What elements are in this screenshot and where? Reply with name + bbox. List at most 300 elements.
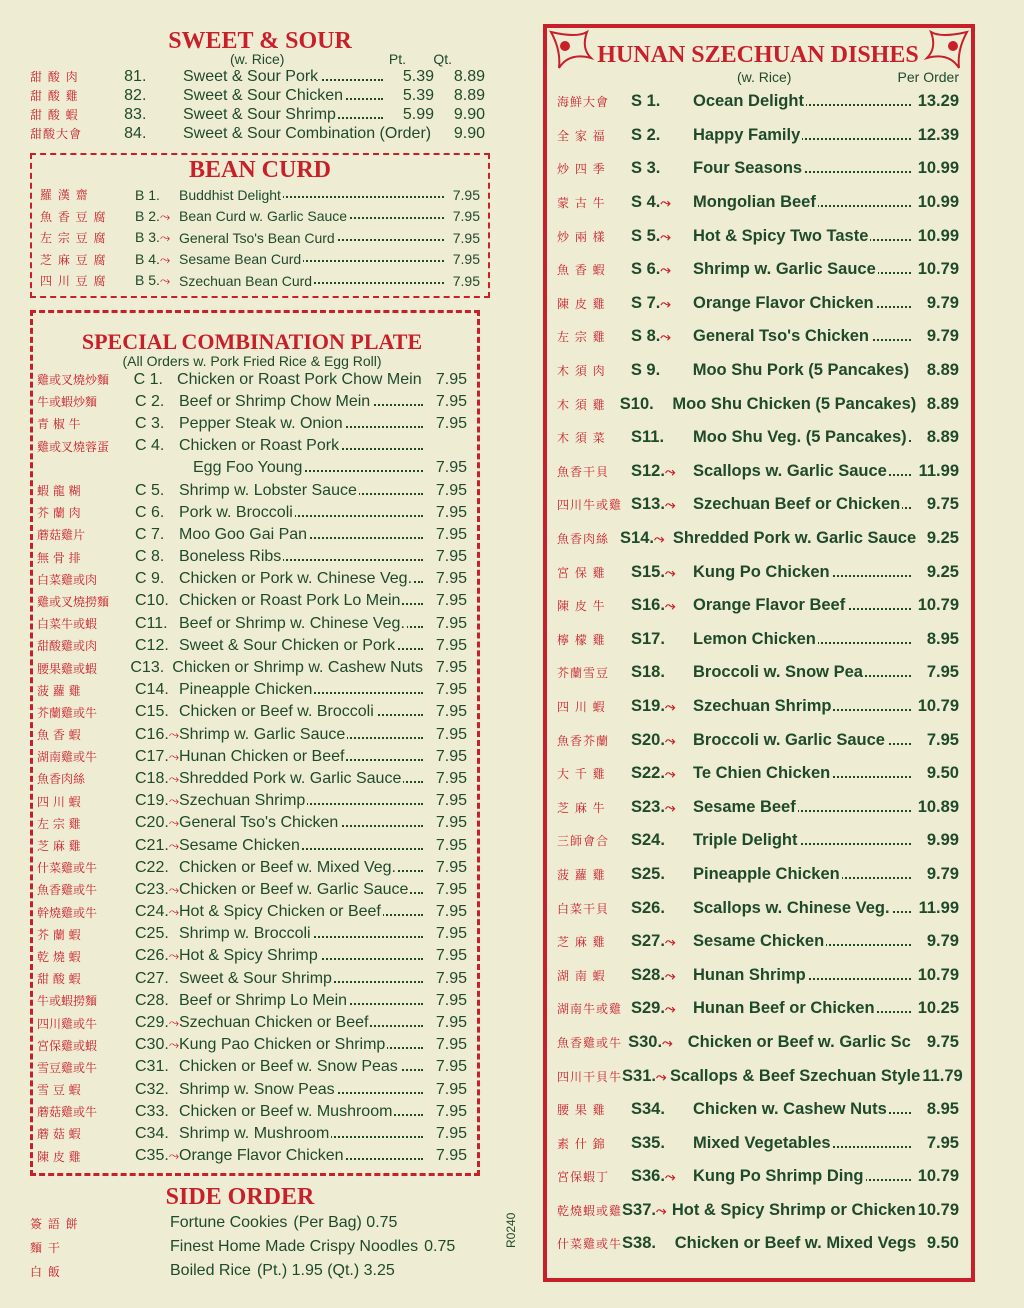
item-name (179, 437, 423, 455)
chili-pepper-icon: ⤳ (660, 295, 671, 311)
item-code (135, 272, 179, 289)
item-price: 10.99 (917, 159, 959, 178)
item-code (631, 227, 693, 246)
menu-item (37, 923, 467, 945)
item-price: 7.95 (435, 459, 467, 477)
item-code-text: C26. (135, 947, 169, 965)
item-code (135, 437, 179, 455)
item-name-text: Moo Shu Chicken (5 Pancakes) (672, 394, 917, 413)
item-name-text: Happy Family (693, 125, 801, 144)
menu-item (557, 925, 959, 959)
item-name (693, 126, 911, 145)
item-name-text: Pineapple Chicken (693, 864, 840, 883)
menu-item (557, 589, 959, 623)
menu-item (37, 502, 467, 524)
chinese-name: 幹燒雞或牛 (37, 905, 98, 920)
item-code (631, 764, 693, 783)
item-name-text: General Tso's Chicken (179, 814, 339, 832)
chili-pepper-icon: ⤳ (660, 195, 671, 211)
chinese-name: 海鮮大會 (557, 95, 610, 110)
menu-item (557, 488, 959, 522)
item-price: 11.79 (922, 1066, 963, 1085)
item-code-text: S27. (631, 932, 665, 951)
item-name (179, 726, 423, 744)
chinese-name: 芥 蘭 肉 (37, 506, 81, 521)
menu-item (557, 387, 959, 421)
item-name (693, 159, 911, 178)
item-price: 9.50 (926, 1234, 959, 1253)
chili-pepper-icon: ⤳ (159, 208, 171, 224)
item-code-text: S26. (631, 898, 665, 917)
item-code-text: C20. (135, 814, 169, 832)
item-price: 11.99 (918, 461, 959, 480)
item-price: 12.39 (917, 125, 959, 144)
item-code (124, 125, 183, 143)
item-code (631, 495, 693, 514)
menu-item (557, 253, 959, 287)
item-code-text: C29. (135, 1014, 169, 1032)
item-code (631, 1167, 693, 1186)
side-order-section (30, 1184, 485, 1283)
item-code-text: C 7. (135, 525, 165, 543)
menu-item (37, 391, 467, 413)
item-price: 10.79 (917, 1200, 959, 1219)
hunan-list (557, 85, 963, 1261)
item-price: 13.29 (917, 92, 959, 111)
item-name-text: Shrimp w. Snow Peas (179, 1080, 335, 1098)
menu-item (557, 455, 959, 489)
menu-item (557, 1160, 959, 1194)
item-code-text: C14. (135, 681, 169, 699)
item-code-text: S 2. (631, 125, 661, 144)
item-price: 9.79 (926, 864, 959, 883)
item-code (631, 193, 693, 212)
chili-pepper-icon: ⤳ (168, 793, 180, 809)
item-code (631, 159, 693, 178)
item-name (179, 415, 423, 433)
item-name (183, 87, 383, 105)
chili-pepper-icon: ⤳ (664, 463, 676, 479)
item-code (135, 637, 179, 655)
item-name-text: Moo Shu Pork (5 Pancakes) (692, 361, 910, 380)
chinese-name: 雪 豆 蝦 (37, 1083, 81, 1098)
item-code-text: C30. (135, 1036, 169, 1054)
item-price: 7.95 (926, 1133, 959, 1152)
item-code-text: C32. (135, 1080, 169, 1098)
menu-item (557, 858, 959, 892)
item-name-text: Sweet & Sour Chicken (183, 86, 344, 104)
item-code (631, 462, 693, 481)
item-code-text: S 4. (631, 193, 661, 212)
chili-pepper-icon: ⤳ (655, 1202, 667, 1218)
item-code (631, 361, 693, 380)
item-name (693, 596, 911, 615)
item-price: 7.95 (452, 251, 480, 268)
item-name-text: Pineapple Chicken (179, 681, 313, 699)
chinese-name: 魚 香 蝦 (37, 728, 81, 743)
chinese-name: 素 什 錦 (557, 1136, 606, 1151)
item-price: 7.95 (435, 880, 467, 898)
item-price: 8.89 (926, 361, 959, 380)
item-name-text: Hot & Spicy Two Taste (693, 226, 869, 245)
item-name-text: Szechuan Chicken or Beef (179, 1014, 369, 1032)
item-name-text: Shrimp w. Garlic Sauce (179, 725, 346, 743)
menu-item (557, 119, 959, 153)
item-code-text: C33. (135, 1102, 169, 1120)
item-code (620, 529, 673, 548)
menu-item (557, 824, 959, 858)
menu-item (557, 656, 959, 690)
item-name (693, 697, 911, 716)
chili-pepper-icon: ⤳ (168, 1037, 180, 1053)
item-code (134, 371, 177, 389)
bean-curd-list (40, 184, 480, 292)
section-subtitle: (All Orders w. Pork Fried Rice & Egg Roll) (122, 352, 382, 369)
menu-item (557, 1093, 959, 1127)
menu-item (557, 186, 959, 220)
chinese-name: 甜 酸 肉 (30, 70, 79, 84)
item-price: 7.95 (435, 769, 467, 787)
item-name-text: Sweet & Sour Chicken or Pork (179, 636, 396, 654)
item-name (179, 992, 423, 1010)
chinese-name: 羅 漢 齋 (40, 188, 89, 203)
pint-price: 5.39 (402, 67, 434, 85)
item-code-text: S30. (628, 1032, 663, 1051)
chinese-name: 四 川 蝦 (37, 794, 81, 809)
item-name (693, 966, 911, 985)
chinese-name: 魚香芥蘭 (557, 733, 610, 748)
chinese-name: 麵 干 (30, 1240, 61, 1255)
item-code (631, 899, 693, 918)
pt-column-header: Pt. (388, 51, 406, 67)
item-code (135, 837, 179, 855)
item-code-text: S16. (631, 596, 665, 615)
item-name (670, 1067, 922, 1086)
item-code (631, 260, 693, 279)
item-name (179, 187, 444, 203)
menu-item (40, 206, 480, 228)
menu-item (37, 701, 467, 723)
item-code-text: C27. (135, 969, 169, 987)
menu-item (37, 590, 467, 612)
sweet-sour-list (30, 67, 485, 143)
item-code (631, 999, 693, 1018)
chili-pepper-icon: ⤳ (664, 1001, 676, 1017)
chinese-name: 魚香雞或牛 (557, 1035, 623, 1050)
chinese-name: 陳 皮 牛 (557, 599, 606, 614)
item-code (135, 482, 179, 500)
item-code-text: 81. (124, 67, 147, 85)
item-code (135, 970, 179, 988)
combo-section (30, 310, 480, 1177)
item-name (179, 251, 444, 267)
item-name (179, 526, 423, 544)
chili-pepper-icon: ⤳ (664, 564, 676, 580)
item-code-text: B 4. (135, 250, 160, 267)
item-code (135, 1036, 179, 1054)
menu-item (37, 479, 467, 501)
item-name (179, 792, 423, 810)
item-name (179, 482, 423, 500)
menu-item (30, 86, 485, 105)
item-code (620, 395, 673, 414)
item-code-text: S 8. (631, 327, 661, 346)
item-name-text: Chicken w. Cashew Nuts (693, 1100, 887, 1119)
item-name (693, 764, 911, 783)
item-code-text: S31. (622, 1066, 656, 1085)
item-code-text: S24. (631, 831, 665, 850)
chinese-name: 乾 燒 蝦 (37, 949, 81, 964)
menu-code: R0240 (504, 1212, 518, 1248)
item-code (135, 548, 179, 566)
menu-item (557, 219, 959, 253)
item-code (135, 526, 179, 544)
chinese-name: 木 須 肉 (557, 364, 606, 379)
item-code-text: C18. (135, 769, 169, 787)
item-code (135, 1058, 179, 1076)
chinese-name: 魚香肉絲 (37, 772, 86, 787)
item-code-text: S 6. (631, 260, 661, 279)
item-name (673, 529, 918, 548)
menu-item (40, 249, 480, 271)
item-code-text: C35. (135, 1147, 169, 1165)
menu-item (30, 105, 485, 124)
item-name (693, 999, 911, 1018)
sweet-sour-section (30, 28, 485, 143)
item-price: 7.95 (435, 370, 467, 388)
bean-curd-section (30, 153, 490, 298)
item-price: 7.95 (435, 703, 467, 721)
item-name-text: Scallops w. Garlic Sauce (693, 461, 887, 480)
item-name-text: Shrimp w. Garlic Sauce (693, 260, 876, 279)
item-price: 7.95 (435, 814, 467, 832)
item-price: 7.95 (435, 548, 467, 566)
item-name (179, 548, 423, 566)
item-price: 7.95 (435, 725, 467, 743)
menu-item (37, 746, 467, 768)
item-code-text: C 2. (135, 392, 165, 410)
item-price: 7.95 (435, 792, 467, 810)
chili-pepper-icon: ⤳ (168, 726, 180, 742)
item-price: 9.75 (926, 1032, 959, 1051)
menu-item (37, 435, 467, 457)
item-name-text: Orange Flavor Chicken (179, 1147, 344, 1165)
menu-item (37, 457, 467, 479)
chili-pepper-icon: ⤳ (660, 228, 671, 244)
item-name-text: Sweet & Sour Shrimp (179, 969, 332, 987)
item-name (693, 260, 911, 279)
item-code (135, 393, 179, 411)
quart-price: 9.90 (453, 105, 485, 123)
per-order-label: Per Order (897, 69, 959, 85)
item-code (135, 615, 179, 633)
chinese-name: 三師會合 (557, 834, 610, 849)
chili-pepper-icon: ⤳ (168, 815, 180, 831)
chinese-name: 牛或蝦炒麵 (37, 395, 98, 410)
item-name (179, 748, 423, 766)
chinese-name: 全 家 福 (557, 128, 606, 143)
item-name-text: Chicken or Beef w. Mixed Vegs (674, 1234, 917, 1253)
item-name-text: Chicken or Beef w. Snow Peas (179, 1058, 398, 1076)
item-price: 9.79 (926, 327, 959, 346)
item-name (693, 428, 911, 447)
chili-pepper-icon: ⤳ (664, 799, 676, 815)
item-name (693, 495, 911, 514)
pint-price: 5.99 (402, 105, 434, 123)
item-price: 10.79 (917, 965, 959, 984)
chili-pepper-icon: ⤳ (168, 748, 180, 764)
item-name (183, 68, 383, 86)
menu-item (37, 1079, 467, 1101)
quart-price: 9.90 (453, 124, 485, 142)
chili-pepper-icon: ⤳ (168, 881, 180, 897)
item-code (135, 681, 179, 699)
item-price: 7.95 (435, 525, 467, 543)
item-code-text: C 6. (135, 503, 165, 521)
item-code (631, 798, 693, 817)
item-code (135, 925, 179, 943)
item-name-text: Ocean Delight (693, 92, 804, 111)
chili-pepper-icon: ⤳ (168, 1148, 180, 1164)
item-name-text: Szechuan Shrimp (693, 696, 832, 715)
item-code (135, 1147, 179, 1165)
item-name-text: Moo Goo Gai Pan (179, 525, 308, 543)
item-price: 10.25 (917, 999, 959, 1018)
section-subtitle: (w. Rice) (230, 51, 285, 67)
chili-pepper-icon: ⤳ (168, 904, 180, 920)
item-code-text: C10. (135, 592, 169, 610)
item-price: 8.95 (926, 1100, 959, 1119)
chili-pepper-icon: ⤳ (655, 1068, 667, 1084)
chinese-name: 炒 四 季 (557, 162, 606, 177)
menu-item (37, 369, 467, 391)
item-name-text: Kung Po Chicken (693, 562, 830, 581)
menu-item (37, 413, 467, 435)
item-name-text: Sesame Beef (693, 797, 796, 816)
item-code (631, 563, 693, 582)
menu-item (37, 613, 467, 635)
item-price: 7.95 (435, 392, 467, 410)
item-code-text: S34. (631, 1100, 665, 1119)
chinese-name: 青 椒 牛 (37, 417, 81, 432)
item-code-text: C31. (135, 1058, 169, 1076)
item-code-text: S38. (622, 1234, 656, 1253)
chili-pepper-icon: ⤳ (168, 770, 180, 786)
chinese-name: 魚香雞或牛 (37, 883, 98, 898)
item-name (693, 227, 911, 246)
item-price: 9.79 (926, 293, 959, 312)
item-name-text: Scallops & Beef Szechuan Style (669, 1066, 921, 1085)
item-code (631, 126, 693, 145)
chinese-name: 簽 語 餅 (30, 1216, 79, 1231)
menu-item (37, 990, 467, 1012)
chili-pepper-icon: ⤳ (168, 837, 180, 853)
item-code-text: C11. (135, 614, 168, 632)
item-name (672, 395, 918, 414)
chinese-name: 蘑菇雞或牛 (37, 1105, 98, 1120)
item-code-text: S37. (622, 1200, 656, 1219)
qt-column-header: Qt. (433, 51, 452, 67)
menu-item (37, 879, 467, 901)
item-name (179, 837, 423, 855)
item-name-text: Orange Flavor Beef (693, 596, 846, 615)
item-price: 10.79 (917, 1167, 959, 1186)
item-code-text: S22. (631, 764, 665, 783)
item-name-text: Sweet & Sour Pork (183, 67, 319, 85)
item-code-text: S 3. (631, 159, 661, 178)
item-code (622, 1201, 672, 1220)
item-name-text: Shredded Pork w. Garlic Sauce (672, 529, 917, 548)
item-name-text: Sesame Chicken (179, 836, 300, 854)
item-price: 8.95 (926, 629, 959, 648)
item-name (693, 193, 911, 212)
side-item (30, 1235, 485, 1259)
item-code (631, 831, 693, 850)
item-code-text: B 1. (135, 186, 160, 203)
chinese-name: 魚香干貝 (557, 464, 610, 479)
section-subtitle: (w. Rice) (737, 69, 792, 85)
item-name (693, 899, 911, 918)
chili-pepper-icon: ⤳ (664, 1169, 676, 1185)
chili-pepper-icon: ⤳ (664, 698, 676, 714)
chinese-name: 芝 麻 雞 (557, 935, 606, 950)
item-code (631, 663, 693, 682)
section-title: SWEET & SOUR (168, 28, 352, 54)
item-code (135, 1081, 179, 1099)
section-subhead (557, 69, 959, 85)
chinese-name: 甜 酸 蝦 (37, 972, 81, 987)
chinese-name: 左 宗 豆 腐 (40, 231, 107, 246)
item-name-text: Pepper Steak w. Onion (179, 414, 343, 432)
chinese-name: 雞或叉燒撈麵 (37, 594, 110, 609)
item-name-text: Szechuan Bean Curd (179, 272, 313, 289)
item-code-text: S20. (631, 730, 665, 749)
menu-item (37, 635, 467, 657)
chinese-name: 芥蘭雪豆 (557, 666, 610, 681)
item-name (179, 770, 423, 788)
item-name-text: Shrimp w. Broccoli (179, 925, 311, 943)
menu-item (37, 901, 467, 923)
item-name (179, 814, 423, 832)
chinese-name: 腰 果 雞 (557, 1103, 606, 1118)
item-name (693, 361, 911, 380)
chili-pepper-icon: ⤳ (168, 948, 180, 964)
item-name-text: Chicken or Roast Pork (179, 437, 340, 455)
chinese-name: 什菜雞或牛 (557, 1237, 623, 1252)
item-name-text: Mongolian Beef (693, 193, 816, 212)
section-title: SIDE ORDER (165, 1184, 315, 1211)
item-code-text: C 5. (135, 481, 165, 499)
chinese-name: 炒 兩 樣 (557, 229, 606, 244)
item-name (693, 731, 911, 750)
chili-pepper-icon: ⤳ (660, 329, 671, 345)
item-code-text: S17. (631, 629, 665, 648)
chinese-name: 雪豆雞或牛 (37, 1060, 98, 1075)
item-code (135, 1103, 179, 1121)
chinese-name: 魚 香 豆 腐 (40, 209, 107, 224)
menu-item (557, 723, 959, 757)
chinese-name: 四 川 蝦 (557, 699, 606, 714)
chinese-name: 宮 保 雞 (557, 565, 606, 580)
item-code-text: S28. (631, 965, 665, 984)
item-price: 7.95 (435, 903, 467, 921)
chili-pepper-icon: ⤳ (664, 766, 676, 782)
chinese-name: 甜 酸 蝦 (30, 108, 79, 122)
menu-item (557, 790, 959, 824)
item-price: 7.95 (452, 229, 480, 246)
item-price: 9.99 (926, 831, 959, 850)
menu-item (40, 227, 480, 249)
